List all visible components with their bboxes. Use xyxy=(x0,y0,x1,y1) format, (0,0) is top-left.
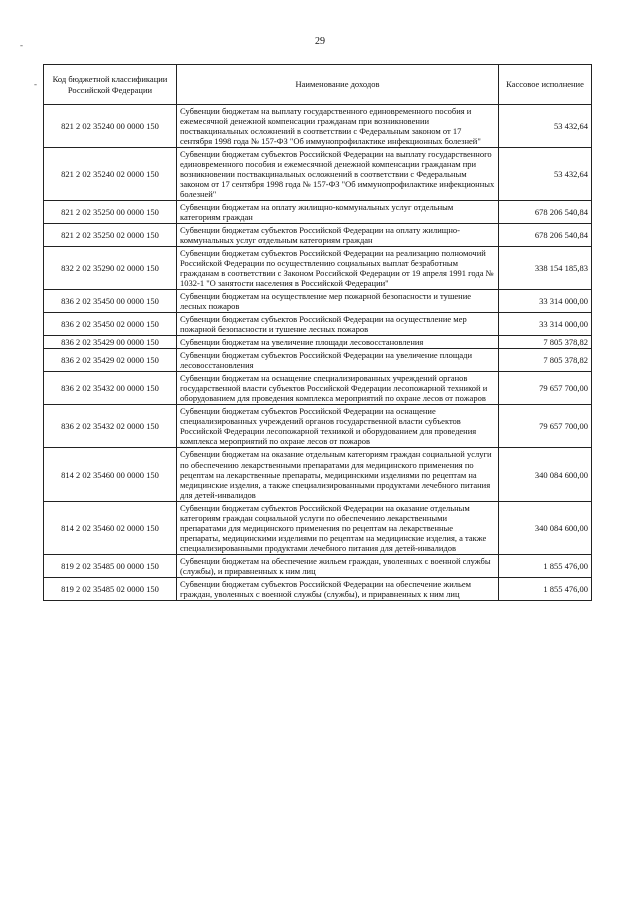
cell-code: 814 2 02 35460 00 0000 150 xyxy=(44,448,177,501)
cell-amount: 53 432,64 xyxy=(499,105,592,148)
cell-name: Субвенции бюджетам на оказание отдельным категориям граждан социальной услуги по обеспечению лекарственными препаратами для медицинского применения по рецептам на лекарственные препараты, медицинскими изделиями по рецептам на медицинские изделия, а также специализированными продуктами лечебного питания для детей-инвалидов xyxy=(177,448,499,501)
cell-amount: 338 154 185,83 xyxy=(499,247,592,290)
cell-code: 821 2 02 35240 02 0000 150 xyxy=(44,148,177,201)
cell-amount: 1 855 476,00 xyxy=(499,554,592,577)
table-row xyxy=(44,336,592,349)
revenue-table xyxy=(43,64,592,601)
cell-amount: 340 084 600,00 xyxy=(499,448,592,501)
cell-name: Субвенции бюджетам субъектов Российской Федерации на оснащение специализированных учреждений органов государственной власти субъектов Российской Федерации лесопожарной техникой и оборудованием для проведения комплекса мероприятий по охране лесов от пожаров xyxy=(177,405,499,448)
table-row xyxy=(44,448,592,501)
cell-name: Субвенции бюджетам на оплату жилищно-коммунальных услуг отдельным категориям граждан xyxy=(177,201,499,224)
table-row xyxy=(44,405,592,448)
table-row xyxy=(44,501,592,554)
table-row xyxy=(44,554,592,577)
column-header-code: Код бюджетной классификации Российской Федерации xyxy=(44,65,177,105)
cell-code: 836 2 02 35429 00 0000 150 xyxy=(44,336,177,349)
table-row xyxy=(44,224,592,247)
cell-amount: 79 657 700,00 xyxy=(499,405,592,448)
table-row xyxy=(44,290,592,313)
cell-amount: 340 084 600,00 xyxy=(499,501,592,554)
cell-amount: 678 206 540,84 xyxy=(499,224,592,247)
table-row xyxy=(44,247,592,290)
cell-amount: 7 805 378,82 xyxy=(499,336,592,349)
page-number: 29 xyxy=(315,36,325,47)
cell-code: 819 2 02 35485 00 0000 150 xyxy=(44,554,177,577)
cell-name: Субвенции бюджетам субъектов Российской Федерации на обеспечение жильем граждан, уволенных с военной службы (службы), и приравненных к ним лиц xyxy=(177,577,499,600)
cell-name: Субвенции бюджетам на оснащение специализированных учреждений органов государственной власти субъектов Российской Федерации лесопожарной техникой и оборудованием для проведения комплекса мероприятий по охране лесов от пожаров xyxy=(177,372,499,405)
table-header-row xyxy=(44,65,592,105)
cell-amount: 7 805 378,82 xyxy=(499,349,592,372)
table-row xyxy=(44,148,592,201)
cell-code: 821 2 02 35250 02 0000 150 xyxy=(44,224,177,247)
cell-name: Субвенции бюджетам субъектов Российской Федерации на выплату государственного единовременного пособия и ежемесячной денежной компенсации гражданам при возникновении поствакцинальных осложнений в соответствии с Федеральным законом от 17 сентября 1998 года № 157-ФЗ "Об иммунопрофилактике инфекционных болезней" xyxy=(177,148,499,201)
table-row xyxy=(44,577,592,600)
column-header-name: Наименование доходов xyxy=(177,65,499,105)
column-header-amount: Кассовое исполнение xyxy=(499,65,592,105)
scan-speck: - xyxy=(34,79,37,89)
cell-code: 832 2 02 35290 02 0000 150 xyxy=(44,247,177,290)
cell-amount: 1 855 476,00 xyxy=(499,577,592,600)
table-row xyxy=(44,105,592,148)
cell-code: 836 2 02 35429 02 0000 150 xyxy=(44,349,177,372)
table-row xyxy=(44,313,592,336)
cell-code: 836 2 02 35450 00 0000 150 xyxy=(44,290,177,313)
cell-name: Субвенции бюджетам субъектов Российской Федерации на оказание отдельным категориям граждан социальной услуги по обеспечению лекарственными препаратами для медицинского применения по рецептам на лекарственные препараты, медицинскими изделиями по рецептам на медицинские изделия, а также специализированными продуктами лечебного питания для детей-инвалидов xyxy=(177,501,499,554)
scan-speck: - xyxy=(20,40,23,50)
cell-amount: 33 314 000,00 xyxy=(499,313,592,336)
cell-name: Субвенции бюджетам субъектов Российской Федерации на осуществление мер пожарной безопасности и тушение лесных пожаров xyxy=(177,313,499,336)
table-row xyxy=(44,349,592,372)
cell-code: 821 2 02 35240 00 0000 150 xyxy=(44,105,177,148)
cell-amount: 53 432,64 xyxy=(499,148,592,201)
cell-name: Субвенции бюджетам субъектов Российской Федерации на реализацию полномочий Российской Федерации по осуществлению социальных выплат безработным гражданам в соответствии с Законом Российской Федерации от 19 апреля 1991 года № 1032-1 "О занятости населения в Российской Федерации" xyxy=(177,247,499,290)
cell-code: 821 2 02 35250 00 0000 150 xyxy=(44,201,177,224)
cell-amount: 678 206 540,84 xyxy=(499,201,592,224)
table-row xyxy=(44,372,592,405)
cell-code: 814 2 02 35460 02 0000 150 xyxy=(44,501,177,554)
cell-code: 836 2 02 35432 00 0000 150 xyxy=(44,372,177,405)
cell-amount: 33 314 000,00 xyxy=(499,290,592,313)
cell-name: Субвенции бюджетам на выплату государственного единовременного пособия и ежемесячной денежной компенсации гражданам при возникновении поствакцинальных осложнений в соответствии с Федеральным законом от 17 сентября 1998 года № 157-ФЗ "Об иммунопрофилактике инфекционных болезней" xyxy=(177,105,499,148)
cell-code: 836 2 02 35450 02 0000 150 xyxy=(44,313,177,336)
cell-code: 819 2 02 35485 02 0000 150 xyxy=(44,577,177,600)
cell-name: Субвенции бюджетам на осуществление мер пожарной безопасности и тушение лесных пожаров xyxy=(177,290,499,313)
cell-name: Субвенции бюджетам субъектов Российской Федерации на оплату жилищно-коммунальных услуг отдельным категориям граждан xyxy=(177,224,499,247)
cell-code: 836 2 02 35432 02 0000 150 xyxy=(44,405,177,448)
cell-name: Субвенции бюджетам на увеличение площади лесовосстановления xyxy=(177,336,499,349)
cell-amount: 79 657 700,00 xyxy=(499,372,592,405)
cell-name: Субвенции бюджетам субъектов Российской Федерации на увеличение площади лесовосстановления xyxy=(177,349,499,372)
table-row xyxy=(44,201,592,224)
cell-name: Субвенции бюджетам на обеспечение жильем граждан, уволенных с военной службы (службы), и приравненных к ним лиц xyxy=(177,554,499,577)
